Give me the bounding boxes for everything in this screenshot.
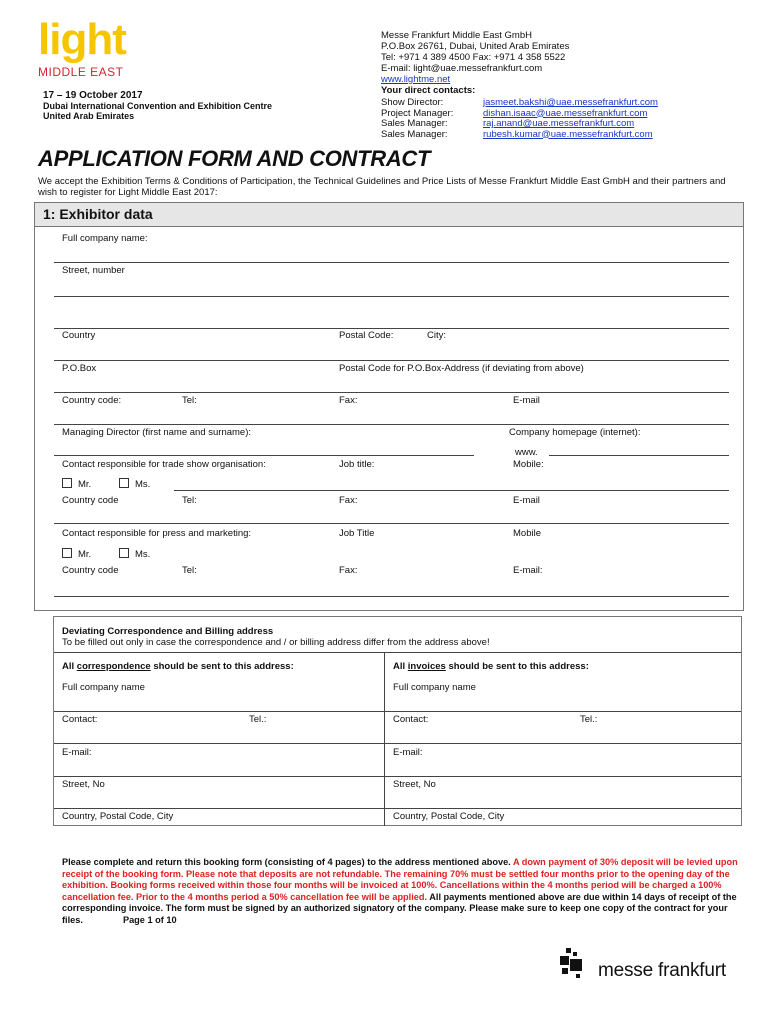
mr-label: Mr.	[78, 479, 92, 490]
contacts-heading: Your direct contacts:	[381, 85, 476, 96]
company-homepage-label: Company homepage (internet):	[509, 427, 641, 438]
organizer-website-link[interactable]: www.lightme.net	[381, 74, 451, 85]
street-field-row[interactable]	[54, 808, 741, 809]
postal-code-label: Postal Code:	[339, 330, 394, 341]
light-logo-subtitle: MIDDLE EAST	[38, 65, 124, 79]
contact-email-link[interactable]: jasmeet.bakshi@uae.messefrankfurt.com	[483, 97, 658, 108]
email-field-row[interactable]	[54, 776, 741, 777]
messe-frankfurt-logo-icon	[556, 946, 596, 986]
www-prefix: www.	[515, 447, 538, 458]
section-title: 1: Exhibitor data	[43, 206, 153, 222]
po-box-label: P.O.Box	[62, 363, 97, 374]
tel-label-3: Tel:	[182, 565, 197, 576]
event-venue: Dubai International Convention and Exhibition Centre	[43, 101, 273, 111]
deviating-subheading: To be filled out only in case the correspondence and / or billing address differ from the address above!	[62, 637, 490, 648]
fax-label-3: Fax:	[339, 565, 358, 576]
organizer-name: Messe Frankfurt Middle East GmbH	[381, 30, 532, 41]
contact-role: Sales Manager:	[381, 118, 448, 129]
messe-frankfurt-wordmark: messe frankfurt	[598, 960, 726, 981]
inv-street-label: Street, No	[393, 779, 436, 790]
corr-contact-label: Contact:	[62, 714, 98, 725]
organizer-block	[381, 30, 569, 96]
contact-press-label: Contact responsible for press and marketing:	[62, 528, 252, 539]
salutation-ms[interactable]	[119, 478, 150, 490]
checkbox-ms-2[interactable]	[119, 548, 129, 558]
country-label: Country	[62, 330, 96, 341]
inv-contact-label: Contact:	[393, 714, 429, 725]
po-box-field[interactable]	[54, 392, 729, 393]
managing-director-label: Managing Director (first name and surname):	[62, 427, 252, 438]
mobile-label: Mobile:	[513, 459, 544, 470]
full-company-name-label: Full company name:	[62, 233, 148, 244]
light-logo: light	[38, 15, 126, 64]
contact-role: Project Manager:	[381, 107, 454, 119]
correspondence-heading	[62, 661, 294, 672]
country-code-label-2: Country code	[62, 495, 119, 506]
salutation-mr[interactable]	[62, 478, 91, 490]
corr-tel-label: Tel.:	[249, 714, 267, 725]
tel-label: Tel:	[182, 395, 197, 406]
email-label-3: E-mail:	[513, 565, 543, 576]
invoices-heading-post: should be sent to this address:	[445, 661, 589, 672]
deviating-address-section	[53, 616, 742, 826]
page-title: APPLICATION FORM AND CONTRACT	[38, 146, 431, 171]
street-number-label: Street, number	[62, 265, 125, 276]
organizer-email: E-mail: light@uae.messefrankfurt.com	[381, 63, 543, 74]
invoices-heading	[393, 661, 589, 672]
full-company-name-field[interactable]	[54, 262, 729, 263]
street-number-field[interactable]	[54, 296, 729, 297]
city-label: City:	[427, 330, 446, 341]
footer-text-2: All payments mentioned above are due within 14 days of receipt of the corresponding invoice. The form must be signed by an authorized signatory of the company. Please make sure to keep one copy of the contract for your files.	[62, 891, 737, 925]
fax-label: Fax:	[339, 395, 358, 406]
ms-label: Ms.	[135, 479, 151, 490]
intro-text: We accept the Exhibition Terms & Conditions of Participation, the Technical Guidelines and Price Lists of Messe Frankfurt Middle East GmbH and their partners and wish to register for Light Middle East 2017:	[38, 176, 726, 198]
contact-phone-field[interactable]	[54, 523, 729, 524]
column-divider	[384, 652, 385, 826]
deviating-heading: Deviating Correspondence and Billing address	[62, 626, 274, 637]
footer-payment-terms: A down payment of 30% deposit will be levied upon receipt of the booking form. Please note that deposits are not refundable. The remaining 70% must be settled four months prior to the opening day of the exhibition. Booking forms received within those four months will be invoiced at 100%. Cancellations within the 4 months period will be charged a 100% cancellation fee. Prior to the 4 months period a 50% cancellation fee will be applied.	[62, 857, 738, 902]
managing-director-field[interactable]	[54, 455, 474, 456]
corr-company-label: Full company name	[62, 682, 145, 693]
contact-role: Show Director:	[381, 97, 444, 108]
correspondence-heading-post: should be sent to this address:	[150, 661, 294, 672]
corr-street-label: Street, No	[62, 779, 105, 790]
tel-label-2: Tel:	[182, 495, 197, 506]
job-title-label-2: Job Title	[339, 528, 375, 539]
phone-field[interactable]	[54, 424, 729, 425]
ms-label-2: Ms.	[135, 549, 151, 560]
invoices-heading-word: invoices	[407, 661, 446, 672]
street-number-field-2[interactable]	[54, 328, 729, 329]
checkbox-ms[interactable]	[119, 478, 129, 488]
inv-email-label: E-mail:	[393, 747, 423, 758]
organizer-phone-fax: Tel: +971 4 389 4500 Fax: +971 4 358 5522	[381, 52, 566, 63]
contact-field-row[interactable]	[54, 743, 741, 744]
corr-city-label: Country, Postal Code, City	[62, 811, 174, 822]
contact-role: Sales Manager:	[381, 128, 448, 140]
company-field-row[interactable]	[54, 711, 741, 712]
job-title-label: Job title:	[339, 459, 375, 470]
footer-text: Please complete and return this booking form (consisting of 4 pages) to the address mentioned above.	[62, 857, 513, 867]
divider	[54, 652, 741, 653]
section-header-exhibitor-data	[34, 202, 744, 227]
country-code-label-3: Country code	[62, 565, 119, 576]
event-country: United Arab Emirates	[43, 111, 135, 121]
correspondence-heading-pre: All	[62, 661, 77, 672]
corr-email-label: E-mail:	[62, 747, 92, 758]
exhibitor-data-section	[34, 226, 744, 611]
inv-city-label: Country, Postal Code, City	[393, 811, 505, 822]
checkbox-mr-2[interactable]	[62, 548, 72, 558]
inv-company-label: Full company name	[393, 682, 476, 693]
organizer-address: P.O.Box 26761, Dubai, United Arab Emirates	[381, 41, 570, 52]
fax-label-2: Fax:	[339, 495, 358, 506]
contact-email-link[interactable]: dishan.isaac@uae.messefrankfurt.com	[483, 107, 648, 119]
event-dates: 17 – 19 October 2017	[43, 90, 143, 101]
mobile-label-2: Mobile	[513, 528, 541, 539]
mr-label-2: Mr.	[78, 549, 92, 560]
footer-terms	[62, 857, 742, 926]
page-number: Page 1 of 10	[122, 914, 177, 925]
homepage-field[interactable]	[549, 455, 729, 456]
invoices-heading-pre: All	[393, 661, 408, 672]
country-code-label: Country code:	[62, 395, 122, 406]
contact-trade-show-label: Contact responsible for trade show organisation:	[62, 459, 266, 470]
contact-trade-show-field[interactable]	[174, 490, 729, 491]
salutation-mr-2[interactable]	[62, 548, 91, 560]
contact-email-link[interactable]: rubesh.kumar@uae.messefrankfurt.com	[483, 128, 653, 140]
inv-tel-label: Tel.:	[580, 714, 598, 725]
correspondence-heading-word: correspondence	[76, 661, 151, 672]
email-label-2: E-mail	[513, 495, 540, 506]
po-box-postal-label: Postal Code for P.O.Box-Address (if deviating from above)	[339, 363, 584, 374]
press-phone-field[interactable]	[54, 596, 729, 597]
email-label: E-mail	[513, 395, 540, 406]
salutation-ms-2[interactable]	[119, 548, 150, 560]
contact-email-link[interactable]: raj.anand@uae.messefrankfurt.com	[483, 118, 635, 129]
checkbox-mr[interactable]	[62, 478, 72, 488]
country-field[interactable]	[54, 360, 729, 361]
